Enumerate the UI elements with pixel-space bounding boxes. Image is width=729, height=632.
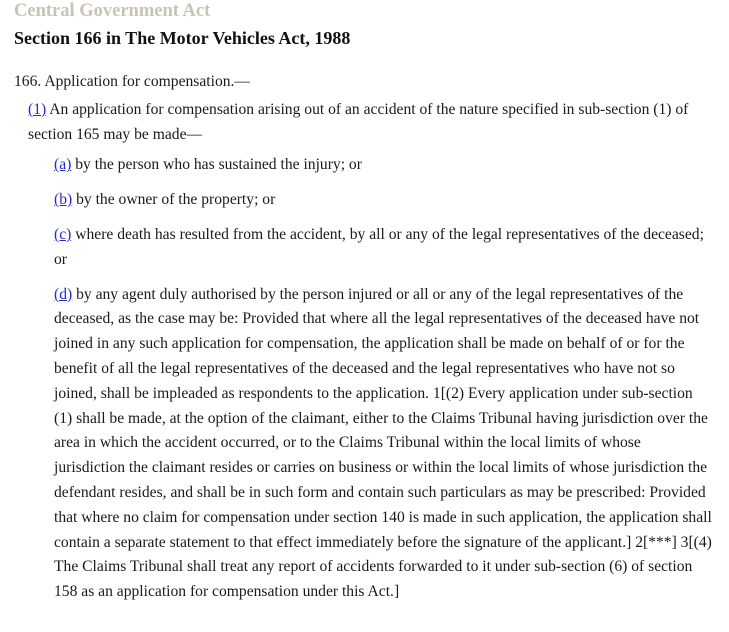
doc-title: Section 166 in The Motor Vehicles Act, 1988 — [14, 28, 351, 48]
doc-source: Central Government Act — [14, 1, 211, 21]
section-166 — [14, 70, 714, 605]
clause-c — [14, 223, 714, 273]
clause-d-link[interactable]: (d) — [54, 285, 73, 303]
clause-b — [14, 188, 714, 213]
subsection-1-text: An application for compensation arising out of an accident of the nature specified in sub-section (1) of section 165 may be made— — [28, 100, 689, 143]
section-heading: 166. Application for compensation.— — [14, 73, 251, 90]
clause-b-link[interactable]: (b) — [54, 191, 73, 209]
subsection-1-link[interactable]: (1) — [28, 100, 47, 118]
subsection-1 — [14, 98, 714, 148]
clause-a — [14, 153, 714, 178]
clause-a-text: by the person who has sustained the injury; or — [75, 156, 362, 174]
clause-d — [14, 283, 714, 605]
clause-b-text: by the owner of the property; or — [76, 191, 276, 209]
clause-c-text: where death has resulted from the accident, by all or any of the legal representatives of the deceased; or — [54, 225, 704, 268]
clause-c-link[interactable]: (c) — [54, 225, 72, 243]
clause-d-text: by any agent duly authorised by the person injured or all or any of the legal representatives of the deceased, as the case may be: Provided that where all the legal representatives of the deceased have not joined in any such application for compensation, the application shall be made on behalf of or for the benefit of all the legal representatives of the deceased and the legal representatives who have not so joined, shall be impleaded as respondents to the application. 1[(2) Every application under sub-section (1) shall be made, at the option of the claimant, either to the Claims Tribunal having jurisdiction over the area in which the accident occurred, or to the Claims Tribunal within the local limits of whose jurisdiction the claimant resides or carries on business or within the local limits of whose jurisdiction the defendant resides, and shall be in such form and contain such particulars as may be prescribed: Provided that where no claim for compensation under section 140 is made in such application, the application shall contain a separate statement to that effect immediately before the signature of the applicant.] 2[***] 3[(4) The Claims Tribunal shall treat any report of accidents forwarded to it under sub-section (6) of section 158 as an application for compensation under this Act.] — [54, 285, 712, 601]
clause-a-link[interactable]: (a) — [54, 156, 72, 174]
